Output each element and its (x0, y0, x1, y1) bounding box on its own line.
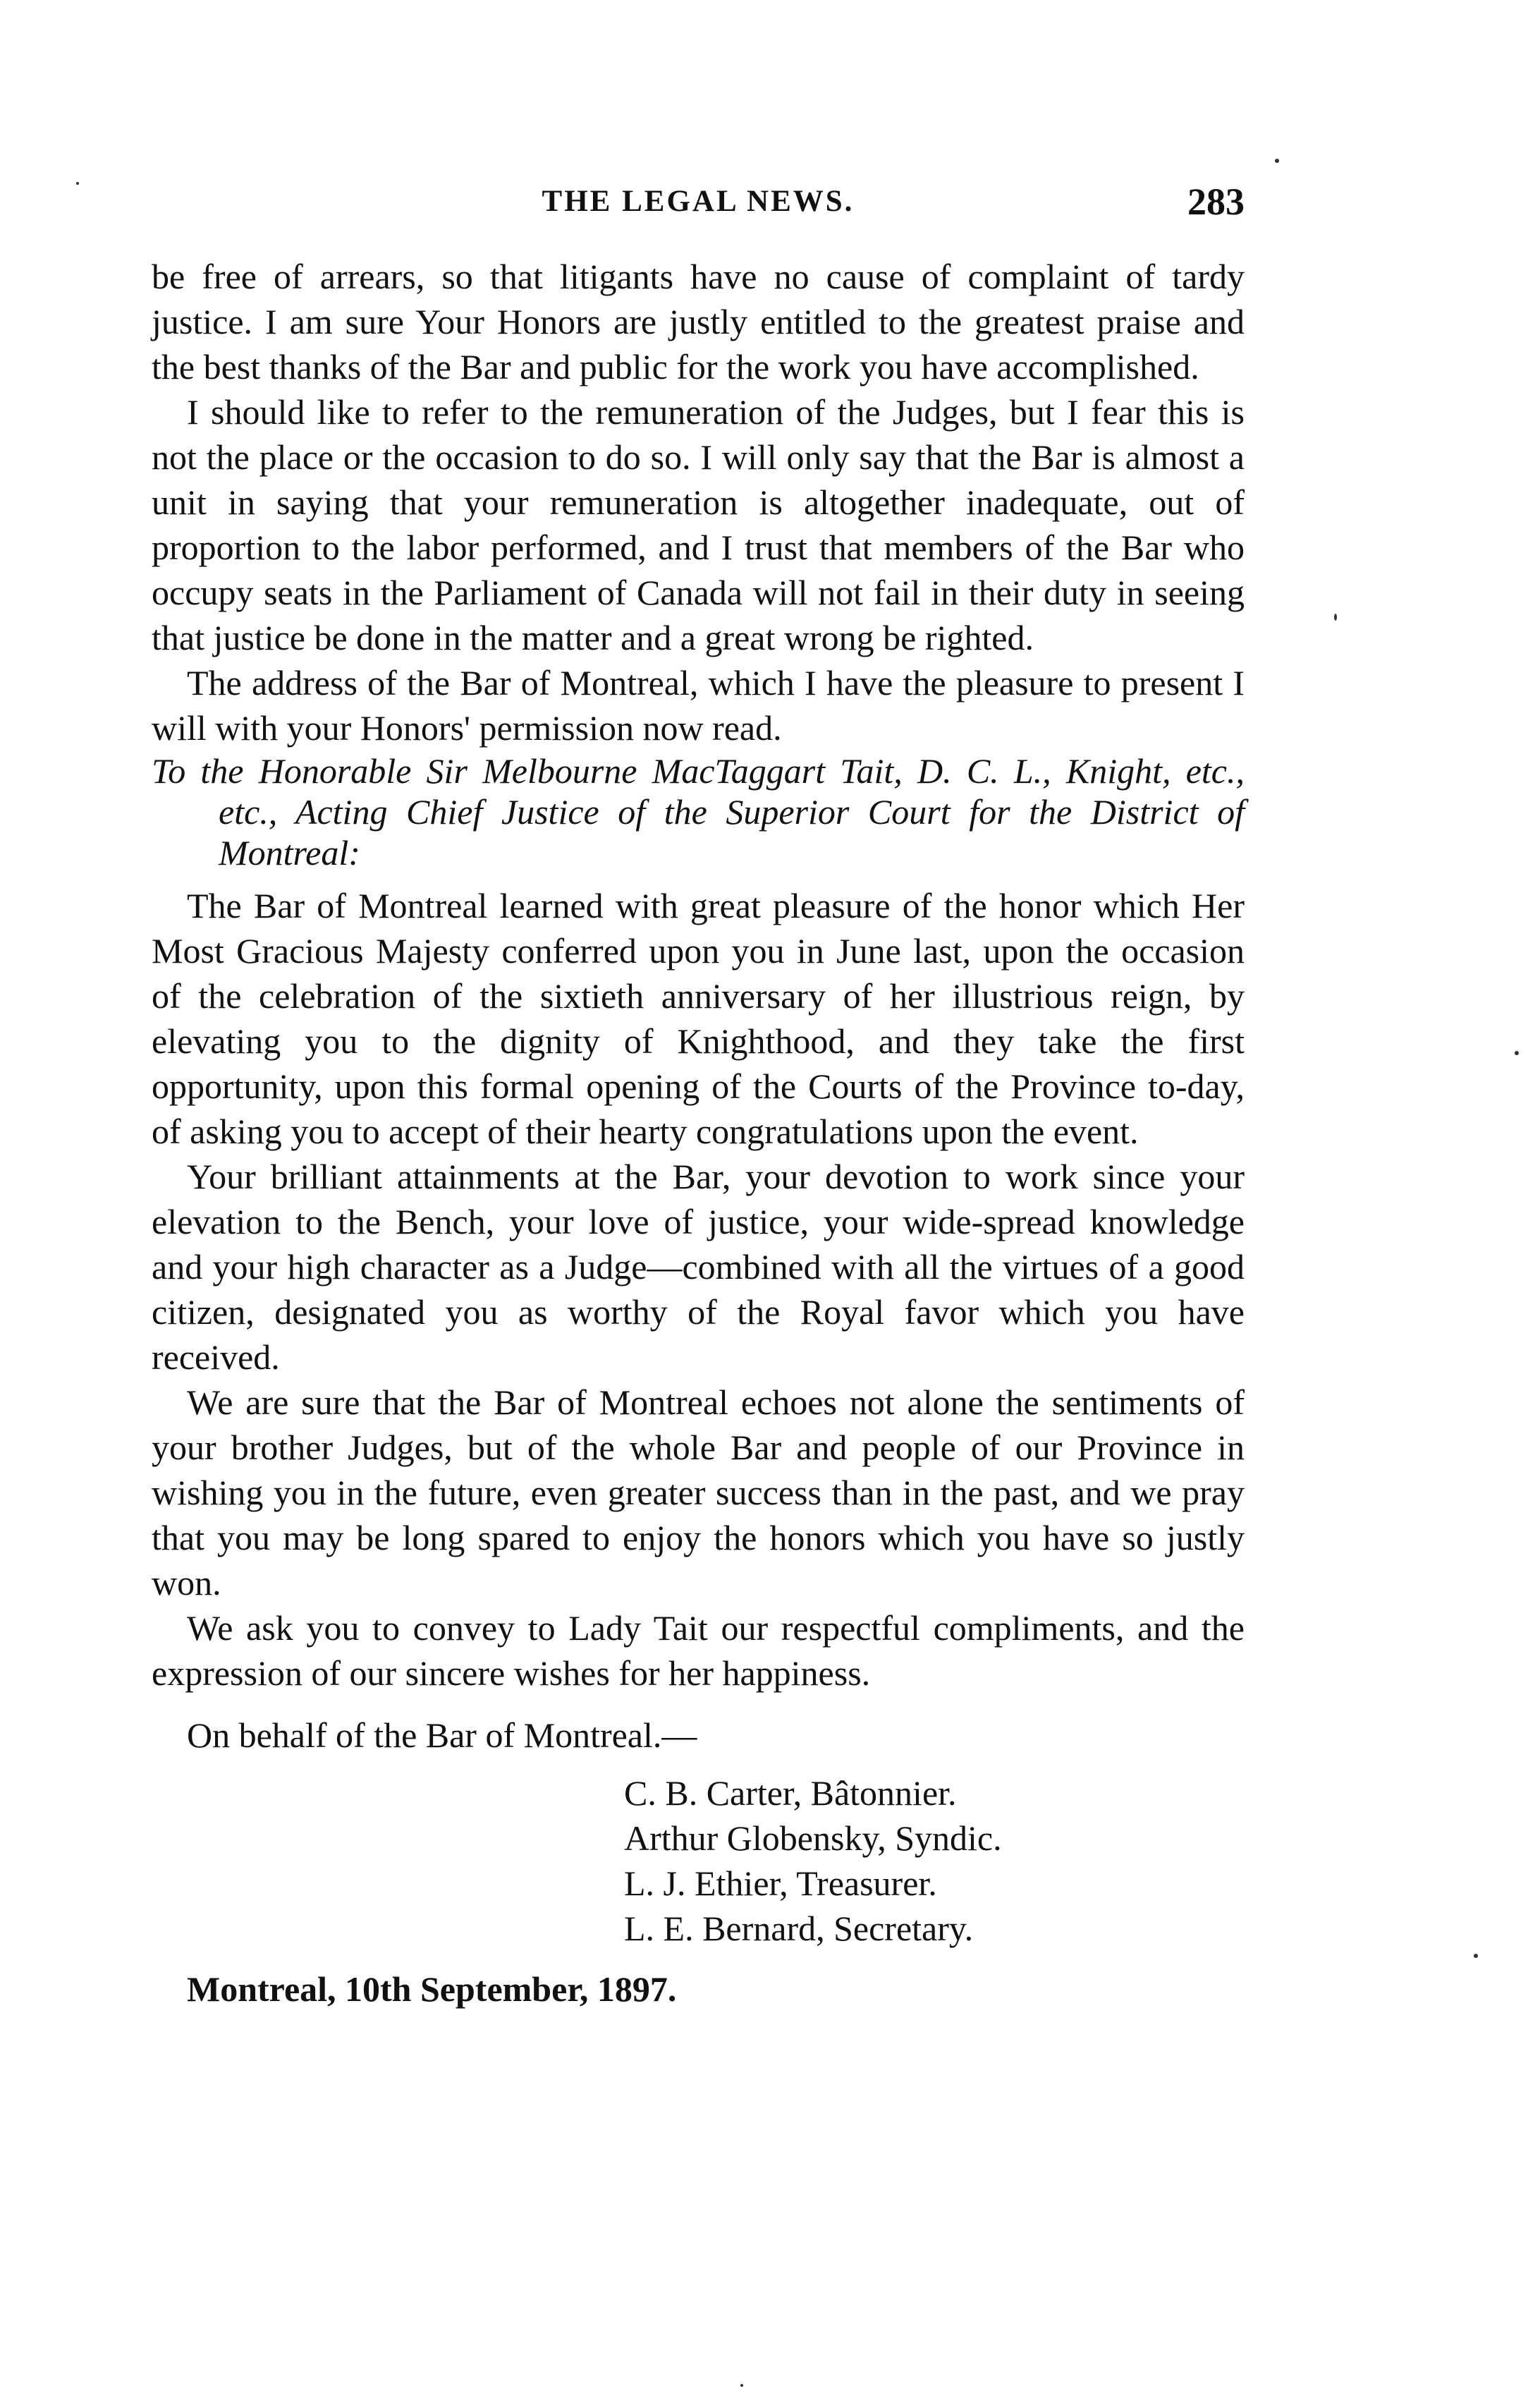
signatory-secretary: L. E. Bernard, Secretary. (624, 1909, 974, 1948)
paragraph-continuation: be free of arrears, so that litigants have no cause of complaint of tardy justice. I am sure Your Honors are justly entitled to the greatest praise and the best thanks of the Bar and public for the work you have accomplished. (152, 257, 1245, 387)
scan-speck (1474, 1954, 1478, 1958)
paragraph-remuneration: I should like to refer to the remuneration of the Judges, but I fear this is not the place or the occasion to do so. I will only say that the Bar is almost a unit in saying that your remuneration is altogether inadequate, out of proportion to the labor performed, and I trust that members of the Bar who occupy seats in the Parliament of Canada will not fail in their duty in seeing that justice be done in the matter and a great wrong be righted. (152, 392, 1245, 657)
scan-speck (740, 2384, 743, 2387)
address-heading: To the Honorable Sir Melbourne MacTaggart Tait, D. C. L., Knight, etc., etc., Acting Chief Justice of the Superior Court for the District of Montreal: (152, 751, 1245, 872)
page-number: 283 (1187, 181, 1245, 223)
body-text (152, 254, 1245, 2012)
scan-speck (1515, 1051, 1519, 1055)
on-behalf-line: On behalf of the Bar of Montreal.— (187, 1715, 697, 1755)
paragraph-address-intro: The address of the Bar of Montreal, which I have the pleasure to present I will with your Honors' permission now read. (152, 663, 1245, 748)
address-paragraph-wishes: We are sure that the Bar of Montreal echoes not alone the sentiments of your brother Judges, but of the whole Bar and people of our Province in wishing you in the future, even greater success than in the past, and we pray that you may be long spared to enjoy the honors which you have so justly won. (152, 1382, 1245, 1603)
signatory-batonnier: C. B. Carter, Bâtonnier. (624, 1773, 957, 1813)
running-head (152, 180, 1245, 229)
address-paragraph-lady-tait: We ask you to convey to Lady Tait our respectful compliments, and the expression of our sincere wishes for her happiness. (152, 1608, 1245, 1693)
scan-speck (1334, 614, 1337, 621)
running-title: THE LEGAL NEWS. (542, 185, 855, 218)
address-paragraph-knighthood: The Bar of Montreal learned with great pleasure of the honor which Her Most Gracious Majesty conferred upon you in June last, upon the occasion of the celebration of the sixtieth anniversary of her illustrious reign, by elevating you to the dignity of Knighthood, and they take the first opportunity, upon this formal opening of the Courts of the Province to-day, of asking you to accept of their hearty congratulations upon the event. (152, 886, 1245, 1151)
signatory-treasurer: L. J. Ethier, Treasurer. (624, 1863, 937, 1903)
scan-speck (1275, 159, 1279, 163)
address-paragraph-attainments: Your brilliant attainments at the Bar, your devotion to work since your elevation to the Bench, your love of justice, your wide-spread knowledge and your high character as a Judge—combined with all the virtues of a good citizen, designated you as worthy of the Royal favor which you have received. (152, 1157, 1245, 1377)
signatory-syndic: Arthur Globensky, Syndic. (624, 1818, 1002, 1858)
scan-speck (76, 182, 79, 185)
signature-block (624, 1770, 1245, 1951)
date-line: Montreal, 10th September, 1897. (187, 1969, 677, 2009)
